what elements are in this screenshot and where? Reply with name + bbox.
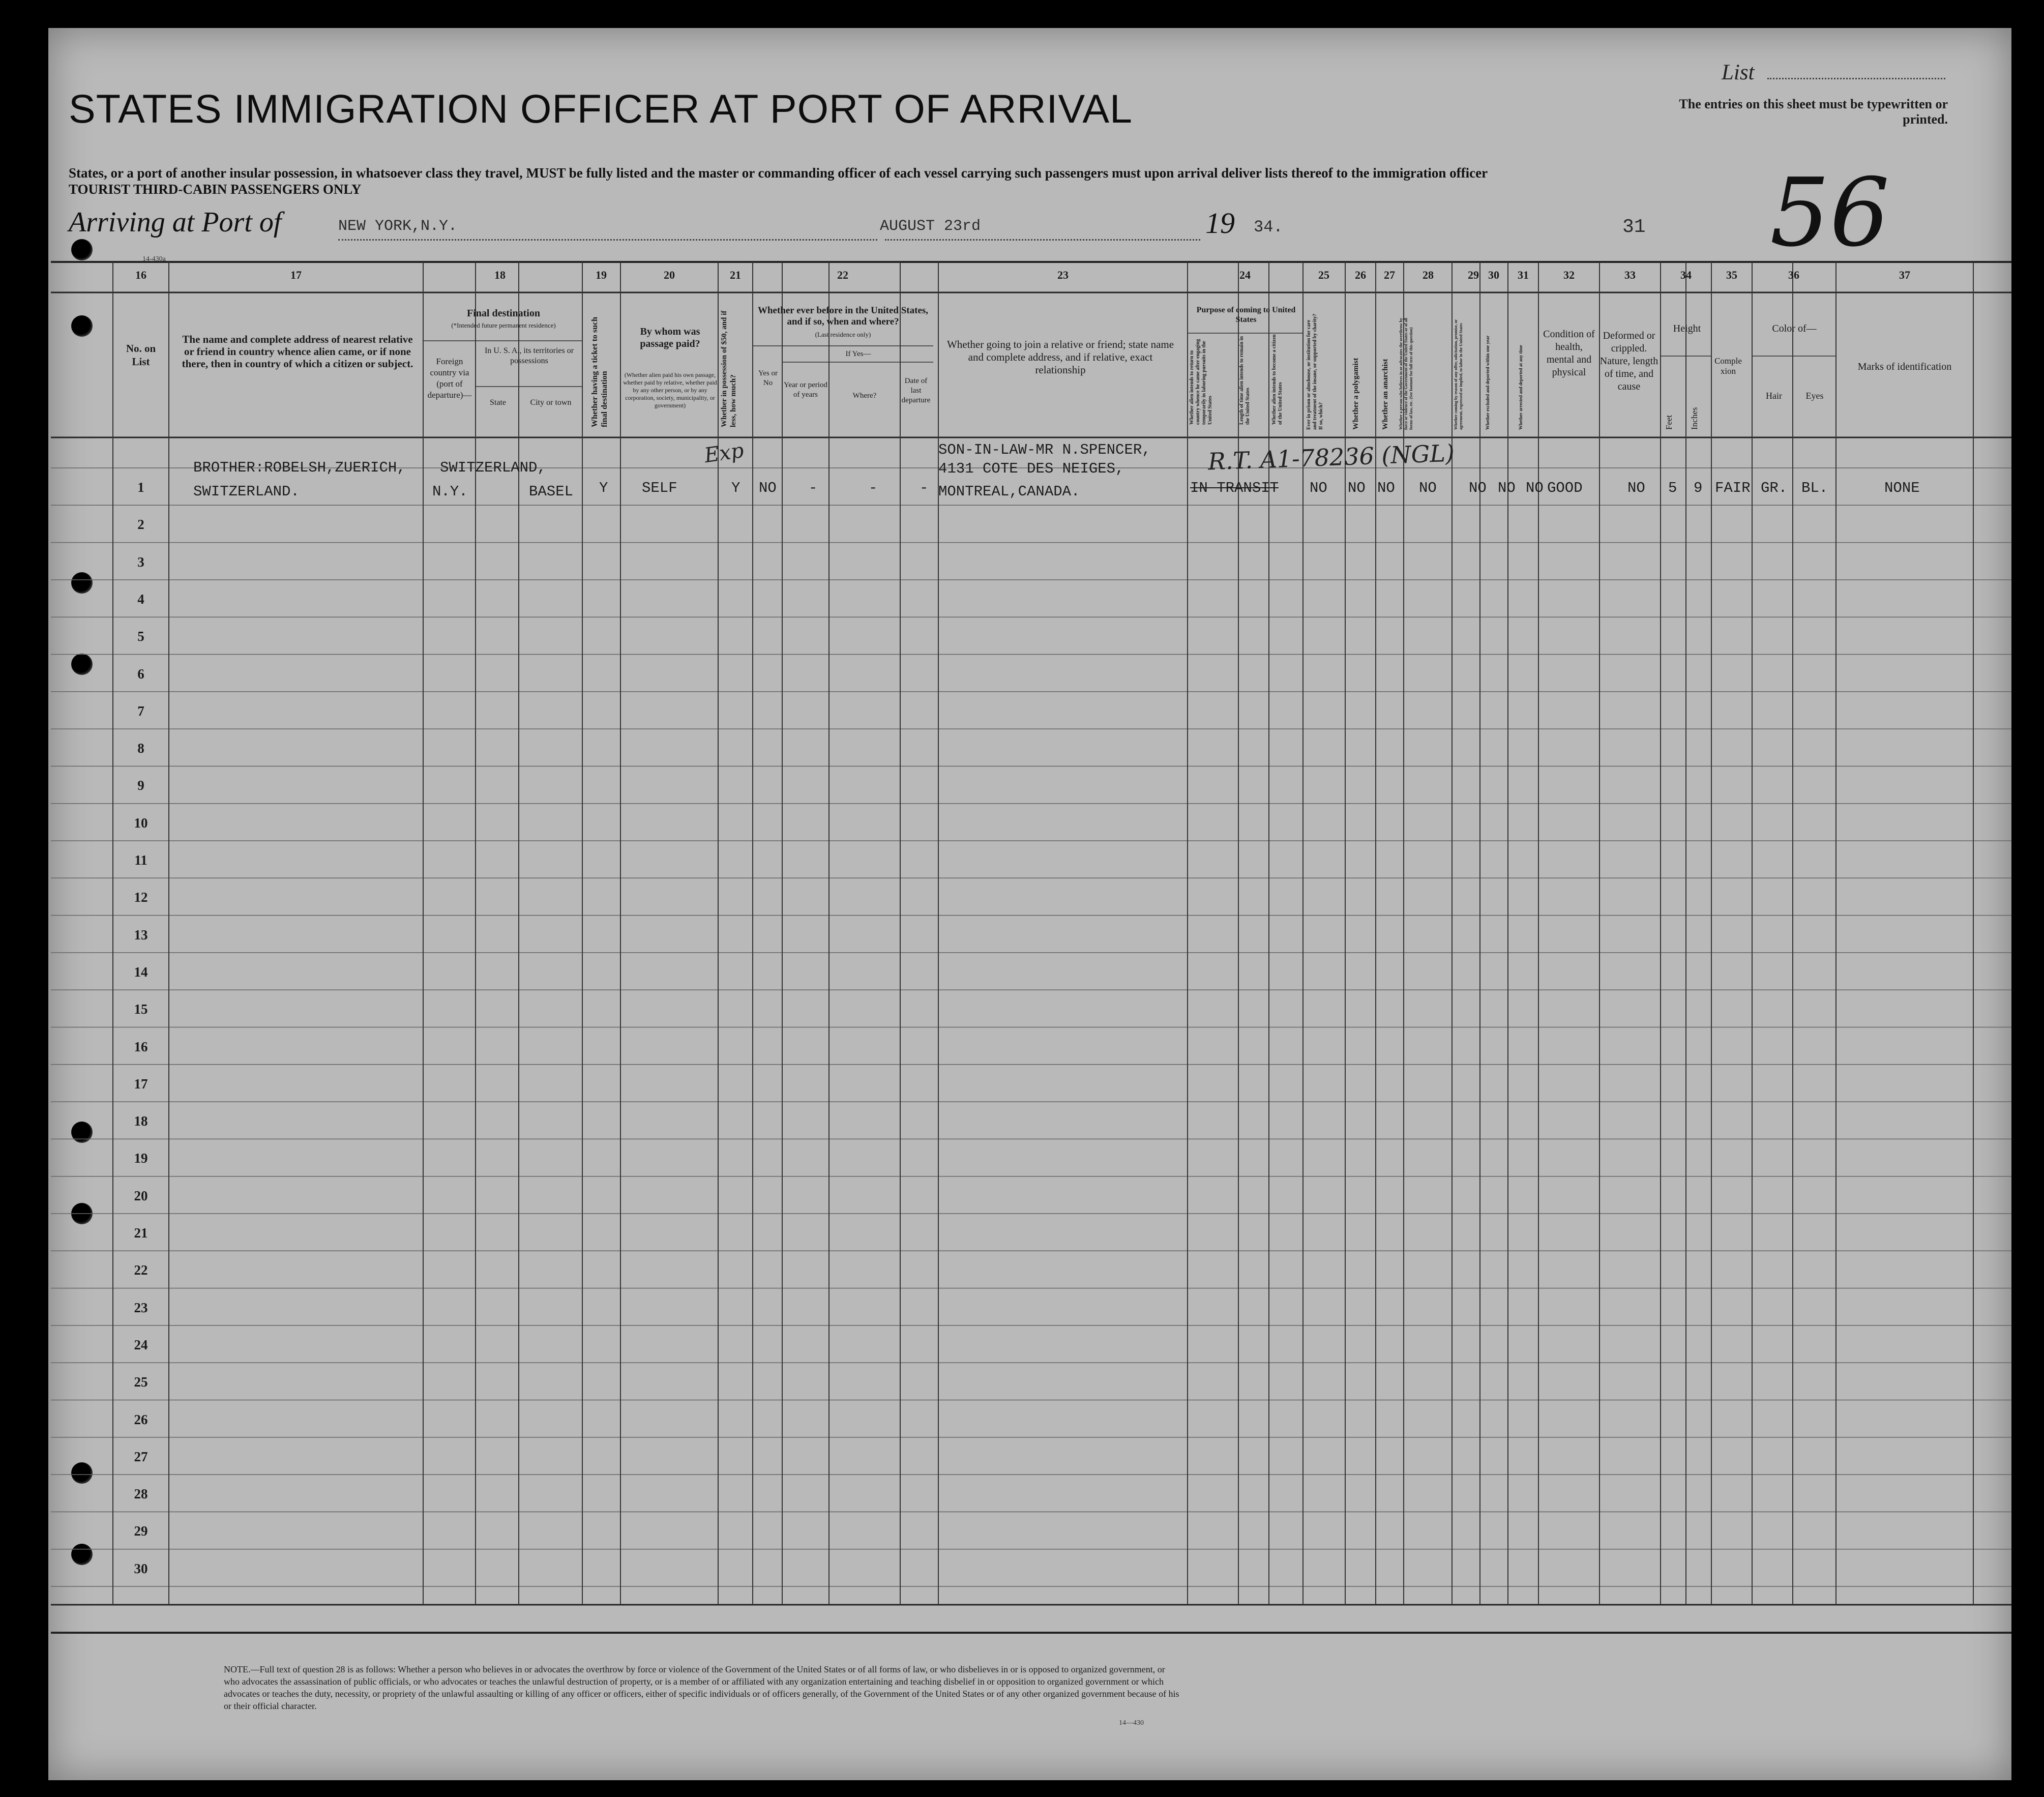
column-number: 16: [135, 269, 146, 281]
form-id-top: 14-430a: [142, 255, 166, 263]
entry-state: N.Y.: [432, 483, 468, 500]
column-number: 17: [290, 269, 302, 281]
entry-relative-line1: BROTHER:ROBELSH,ZUERICH,: [193, 459, 406, 476]
row-number: 23: [134, 1300, 148, 1315]
entry-deformed: NO: [1627, 480, 1645, 496]
header-purpose-a: Whether alien intends to return to country whence he came after engaging temporarily in laboring pursuits in the United States: [1189, 339, 1213, 425]
header-final-destination: Final destination: [467, 308, 540, 319]
row-number: 14: [134, 964, 148, 980]
header-q28: Whether a person who believes in or advocates the overthrow by force or violence of the Government of the United States or of all forms of law, etc. (See footnote for full text of this question): [1399, 318, 1413, 430]
row-number: 16: [134, 1039, 148, 1054]
row-number: 3: [137, 554, 144, 570]
entry-marks: NONE: [1884, 480, 1920, 496]
header-anarchist: Whether an anarchist: [1381, 359, 1389, 430]
entry-anarchist: NO: [1377, 480, 1395, 496]
column-number: 30: [1488, 269, 1499, 281]
header-foreign-country: Foreign country via (port of departure)—: [427, 357, 472, 400]
entry-polygamist: NO: [1348, 480, 1366, 496]
header-usa: In U. S. A., its territories or possessions: [484, 346, 574, 365]
header-height: Height: [1673, 323, 1701, 334]
sheet-number: 56: [1770, 158, 1890, 268]
entry-q30: NO: [1498, 480, 1516, 496]
form-instruction: States, or a port of another insular possession, in whatsoever class they travel, MUST be fully listed and the master or commanding officer of each vessel carrying such passengers must upon arrival deliver lists thereof to the immigration officer: [69, 165, 1488, 181]
header-prison: Ever in prison or almshouse, or institution for care and treatment of the insane, or supported by charity? If so, which?: [1306, 313, 1324, 430]
column-number: 22: [837, 269, 848, 281]
entry-feet: 5: [1668, 480, 1677, 496]
entry-health: GOOD: [1547, 480, 1583, 496]
form-id-bottom: 14—430: [1119, 1719, 1144, 1727]
row-number: 9: [137, 778, 144, 793]
column-number: 29: [1468, 269, 1479, 281]
handwritten-annotation: R.T. A1-78236 (NGL): [1207, 439, 1455, 476]
arrival-port: NEW YORK,N.Y.: [338, 218, 458, 235]
row-number: 17: [134, 1076, 148, 1092]
header-color-of: Color of—: [1772, 323, 1817, 334]
row-number: 7: [137, 703, 144, 719]
list-number: 31: [1622, 216, 1646, 238]
column-number: 31: [1518, 269, 1529, 281]
row-number: 22: [134, 1262, 148, 1278]
header-marks: Marks of identification: [1857, 361, 1952, 372]
year-suffix: 34.: [1254, 218, 1283, 237]
header-ticket: Whether having a ticket to such final destination: [590, 316, 609, 427]
header-purpose-c: Whether alien intends to become a citizen of the United States: [1271, 334, 1283, 425]
header-health: Condition of health, mental and physical: [1543, 329, 1595, 378]
arrival-date: AUGUST 23rd: [880, 218, 981, 235]
column-number: 24: [1239, 269, 1251, 281]
header-city: City or town: [530, 398, 572, 407]
row-number: 4: [137, 591, 144, 607]
header-before-in-us: Whether ever before in the United States, and if so, when and where?: [757, 305, 929, 327]
entry-purpose: IN TRANSIT: [1190, 480, 1279, 496]
column-number: 18: [494, 269, 506, 281]
row-number: 21: [134, 1225, 148, 1241]
entry-complexion: FAIR: [1715, 480, 1751, 496]
entry-prison: NO: [1310, 480, 1327, 496]
row-number: 12: [134, 890, 148, 905]
header-year-period: Year or period of years: [784, 381, 827, 399]
handwritten-small: Exp: [703, 438, 746, 468]
entry-join-line2: 4131 COTE DES NEIGES,: [938, 460, 1124, 477]
column-number: 28: [1423, 269, 1434, 281]
row-number: 15: [134, 1001, 148, 1017]
header-feet: Feet: [1664, 415, 1674, 430]
row-number: 8: [137, 741, 144, 756]
column-number: 25: [1318, 269, 1329, 281]
header-if-yes: If Yes—: [845, 350, 871, 358]
column-number: 19: [596, 269, 607, 281]
column-number: 21: [730, 269, 741, 281]
entry-relative-line2: SWITZERLAND.: [193, 483, 300, 500]
header-relative-abroad: The name and complete address of nearest relative or friend in country whence alien came, or if none there, then in country of which a citizen or subject.: [182, 333, 413, 370]
entry-q28: NO: [1419, 480, 1437, 496]
header-passage-paid: By whom was passage paid?: [640, 326, 700, 349]
entry-city: BASEL: [529, 483, 574, 500]
entry-q29: NO: [1469, 480, 1487, 496]
row-number: 30: [134, 1560, 148, 1576]
row-number: 1: [137, 480, 144, 495]
header-final-destination-sub: (*Intended future permanent residence): [451, 321, 556, 329]
typewrite-note: The entries on this sheet must be typewritten or printed.: [1679, 97, 1948, 127]
header-inches: Inches: [1690, 407, 1699, 430]
arriving-label: Arriving at Port of: [69, 207, 282, 238]
row-number: 6: [137, 666, 144, 682]
entry-q31: NO: [1526, 480, 1544, 496]
column-number: 32: [1563, 269, 1575, 281]
row-number: 11: [134, 852, 147, 868]
header-no-on-list: No. on List: [126, 342, 156, 368]
header-purpose-b: Length of time alien intends to remain in the United States: [1239, 336, 1251, 425]
row-number: 29: [134, 1523, 148, 1539]
entry-eyes: BL.: [1801, 480, 1828, 496]
footnote-q28: NOTE.—Full text of question 28 is as follows: Whether a person who believes in or advocates the overthrow by force or violence of the Government of the United States or of all forms of law, or who disbelieves in or is opposed to organized government, or who advocates the assassination of public officials, or who advocates or teaches the unlawful destruction of property, or is a member of or affiliated with any organization entertaining and teaching disbelief in or opposition to organized government or which advocates or teaches the duty, necessity, or propriety of the unlawful assaulting or killing of any officer or officers, either of specific individuals or of officers generally, of the Government of the United States or of any other organized government because of his or their official character.: [224, 1664, 1179, 1711]
row-number: 13: [134, 927, 148, 942]
row-number: 20: [134, 1188, 148, 1203]
row-number: 26: [134, 1411, 148, 1427]
header-polygamist: Whether a polygamist: [1352, 358, 1360, 430]
row-number: 5: [137, 629, 144, 644]
column-number: 35: [1726, 269, 1737, 281]
passenger-class: TOURIST THIRD-CABIN PASSENGERS ONLY: [69, 182, 362, 197]
header-hair: Hair: [1766, 391, 1782, 401]
column-number: 20: [664, 269, 675, 281]
row-number: 28: [134, 1486, 148, 1502]
row-number: 10: [134, 815, 148, 831]
row-number: 27: [134, 1449, 148, 1464]
entry-ticket: Y: [599, 480, 608, 496]
column-number: 37: [1899, 269, 1910, 281]
row-number: 2: [137, 517, 144, 533]
list-label: List: [1722, 61, 1755, 84]
header-q31: Whether arrested and deported at any time: [1518, 345, 1523, 430]
header-before-sub: (Last residence only): [815, 331, 871, 338]
row-number: 25: [134, 1374, 148, 1390]
entry-join-line3: MONTREAL,CANADA.: [938, 483, 1080, 500]
entry-before-where: -: [869, 480, 878, 496]
header-complexion: Complexion: [1714, 356, 1742, 376]
entry-foreign-country: SWITZERLAND,: [440, 459, 546, 476]
column-number: 33: [1624, 269, 1636, 281]
header-passage-paid-sub: (Whether alien paid his own passage, whether paid by relative, whether paid by any other person, or by any corporation, society, municipality, or government): [623, 371, 717, 409]
entry-join-line1: SON-IN-LAW-MR N.SPENCER,: [938, 441, 1151, 458]
header-yes-no: Yes or No: [758, 369, 778, 387]
entry-before-yes-no: NO: [759, 480, 777, 496]
column-number: 23: [1057, 269, 1069, 281]
entry-inches: 9: [1694, 480, 1703, 496]
header-date-departure: Date of last departure: [901, 377, 931, 404]
header-eyes: Eyes: [1805, 391, 1824, 401]
header-deformed: Deformed or crippled. Nature, length of time, and cause: [1599, 330, 1658, 392]
row-number: 18: [134, 1113, 148, 1129]
column-number: 27: [1384, 269, 1395, 281]
header-join-relative: Whether going to join a relative or friend; state name and complete address, and if relative, exact relationship: [946, 338, 1174, 376]
header-where: Where?: [852, 392, 877, 400]
entry-passage: SELF: [642, 480, 677, 496]
header-state: State: [490, 398, 506, 407]
entry-hair: GR.: [1761, 480, 1788, 496]
entry-before-date: -: [920, 480, 929, 496]
entry-before-year: -: [809, 480, 818, 496]
header-purpose: Purpose of coming to United States: [1196, 306, 1296, 324]
column-number: 26: [1355, 269, 1366, 281]
entry-money: Y: [731, 480, 740, 496]
year-prefix: 19: [1205, 207, 1235, 240]
row-number: 24: [134, 1337, 148, 1352]
header-q30: Whether excluded and deported within one year: [1485, 335, 1490, 430]
header-possession-50: Whether in possession of $50, and if less, how much?: [720, 310, 737, 427]
header-q29: Whether coming by reason of any offer, solicitation, promise, or agreement, expressed or implied, to labor in the United States: [1454, 319, 1463, 430]
form-title: STATES IMMIGRATION OFFICER AT PORT OF ARRIVAL: [69, 86, 1133, 131]
column-number: 34: [1680, 269, 1692, 281]
column-number: 36: [1788, 269, 1799, 281]
row-number: 19: [134, 1151, 148, 1166]
